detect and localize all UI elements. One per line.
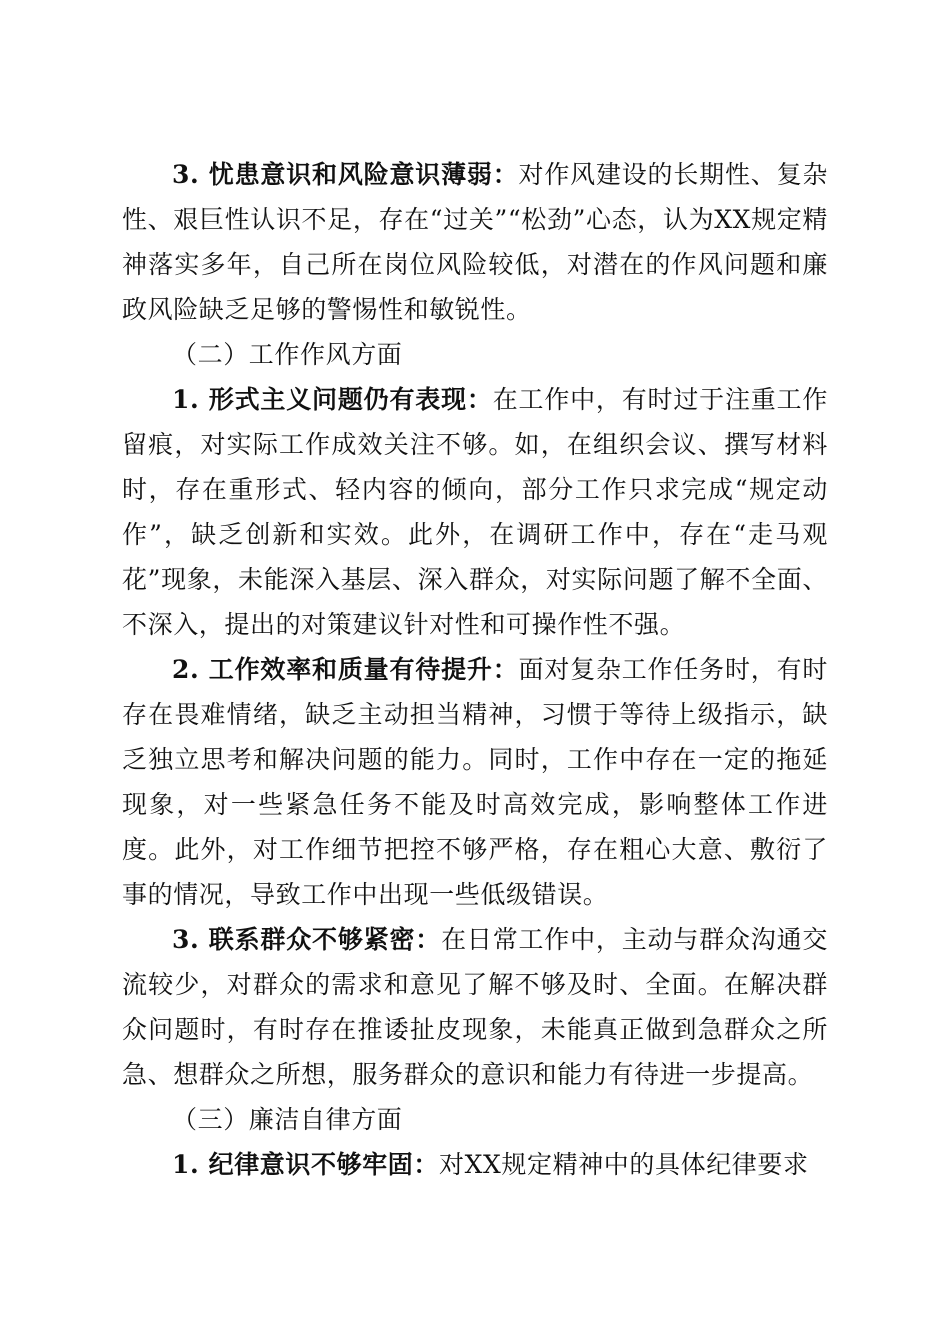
paragraph-lead: 1. 纪律意识不够牢固： — [172, 1150, 440, 1179]
paragraph-lead: 3. 忧患意识和风险意识薄弱： — [172, 160, 519, 189]
paragraph-text: 在日常工作中，主动与群众沟通交流较少，对群众的需求和意见了解不够及时、全面。在解决群众问题时，有时存在推诿扯皮现象，未能真正做到急群众之所急、想群众之所想，服务群众的意识和能力有待进一步提高。 — [122, 925, 828, 1089]
paragraph-risk-awareness — [122, 152, 828, 332]
paragraph-efficiency — [122, 647, 828, 917]
paragraph-discipline — [122, 1142, 828, 1187]
section-heading-integrity: （三）廉洁自律方面 — [172, 1105, 403, 1134]
paragraph-text: 对XX规定精神中的具体纪律要求 — [439, 1150, 809, 1179]
document-body — [122, 152, 828, 1187]
paragraph-formalism — [122, 377, 828, 647]
paragraph-contact-masses — [122, 917, 828, 1097]
paragraph-lead: 1. 形式主义问题仍有表现： — [172, 385, 493, 414]
paragraph-text: 对作风建设的长期性、复杂性、艰巨性认识不足，存在“过关”“松劲”心态，认为XX规定精神落实多年，自己所在岗位风险较低，对潜在的作风问题和廉政风险缺乏足够的警惕性和敏锐性。 — [122, 160, 829, 324]
paragraph-text: 面对复杂工作任务时，有时存在畏难情绪，缺乏主动担当精神，习惯于等待上级指示，缺乏独立思考和解决问题的能力。同时，工作中存在一定的拖延现象，对一些紧急任务不能及时高效完成，影响整体工作进度。此外，对工作细节把控不够严格，存在粗心大意、敷衍了事的情况，导致工作中出现一些低级错误。 — [122, 655, 829, 909]
section-heading-work-style: （二）工作作风方面 — [172, 340, 403, 369]
paragraph-lead: 3. 联系群众不够紧密： — [172, 925, 442, 954]
paragraph-text: 在工作中，有时过于注重工作留痕，对实际工作成效关注不够。如，在组织会议、撰写材料时，存在重形式、轻内容的倾向，部分工作只求完成“规定动作”，缺乏创新和实效。此外，在调研工作中，存在“走马观花”现象，未能深入基层、深入群众，对实际问题了解不全面、不深入，提出的对策建议针对性和可操作性不强。 — [122, 385, 828, 639]
paragraph-lead: 2. 工作效率和质量有待提升： — [172, 655, 519, 684]
